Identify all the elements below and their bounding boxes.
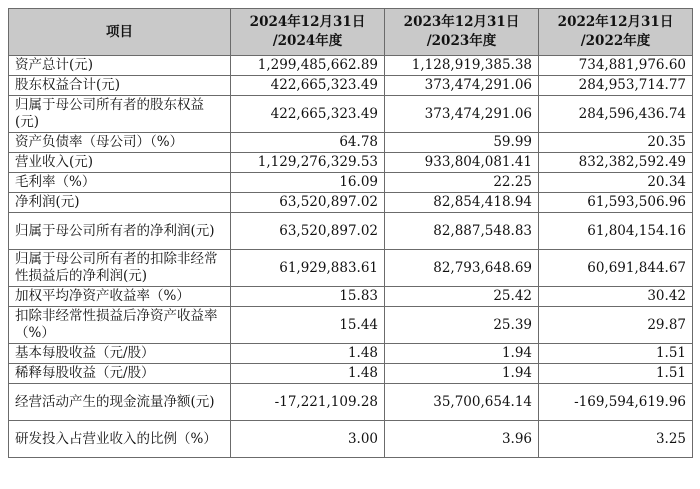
- cell-2022: -169,594,619.96: [539, 384, 693, 421]
- table-row: [9, 250, 693, 287]
- table-row: [9, 133, 693, 153]
- row-label: 归属于母公司所有者的净利润(元): [9, 213, 231, 250]
- row-label: 研发投入占营业收入的比例（%）: [9, 421, 231, 458]
- row-label: 归属于母公司所有者的扣除非经常性损益后的净利润(元): [9, 250, 231, 287]
- header-2023-period: /2023年度: [426, 33, 497, 49]
- row-label: 资产总计(元): [9, 56, 231, 76]
- row-label: 归属于母公司所有者的股东权益(元): [9, 96, 231, 133]
- cell-2024: 16.09: [231, 173, 385, 193]
- cell-2024: 64.78: [231, 133, 385, 153]
- cell-2023: 933,804,081.41: [385, 153, 539, 173]
- cell-2024: 63,520,897.02: [231, 193, 385, 213]
- cell-2023: 25.39: [385, 307, 539, 344]
- table-row: [9, 307, 693, 344]
- cell-2022: 284,596,436.74: [539, 96, 693, 133]
- row-label: 扣除非经常性损益后净资产收益率（%）: [9, 307, 231, 344]
- table-row: [9, 76, 693, 96]
- table-row: [9, 193, 693, 213]
- cell-2023: 82,887,548.83: [385, 213, 539, 250]
- table-row: [9, 173, 693, 193]
- header-year-2024: [231, 9, 385, 56]
- row-label: 加权平均净资产收益率（%）: [9, 287, 231, 307]
- cell-2024: 15.44: [231, 307, 385, 344]
- header-2023-date: 2023年12月31日: [403, 14, 520, 30]
- header-2024-period: /2024年度: [272, 33, 343, 49]
- cell-2024: 3.00: [231, 421, 385, 458]
- cell-2022: 1.51: [539, 364, 693, 384]
- cell-2024: 1.48: [231, 364, 385, 384]
- row-label: 稀释每股收益（元/股）: [9, 364, 231, 384]
- table-row: [9, 287, 693, 307]
- cell-2022: 3.25: [539, 421, 693, 458]
- row-label: 毛利率（%）: [9, 173, 231, 193]
- cell-2023: 1.94: [385, 344, 539, 364]
- cell-2022: 832,382,592.49: [539, 153, 693, 173]
- financial-data-table: [8, 8, 693, 458]
- cell-2024: 1,299,485,662.89: [231, 56, 385, 76]
- table-row: [9, 96, 693, 133]
- cell-2023: 59.99: [385, 133, 539, 153]
- header-item: 项目: [9, 9, 231, 56]
- row-label: 营业收入(元): [9, 153, 231, 173]
- cell-2023: 1,128,919,385.38: [385, 56, 539, 76]
- row-label: 净利润(元): [9, 193, 231, 213]
- header-2022-date: 2022年12月31日: [557, 14, 674, 30]
- cell-2022: 1.51: [539, 344, 693, 364]
- cell-2024: 422,665,323.49: [231, 76, 385, 96]
- table-row: [9, 421, 693, 458]
- cell-2024: 61,929,883.61: [231, 250, 385, 287]
- cell-2024: 422,665,323.49: [231, 96, 385, 133]
- table-row: [9, 344, 693, 364]
- cell-2023: 25.42: [385, 287, 539, 307]
- row-label: 经营活动产生的现金流量净额(元): [9, 384, 231, 421]
- cell-2024: 1,129,276,329.53: [231, 153, 385, 173]
- cell-2023: 35,700,654.14: [385, 384, 539, 421]
- cell-2023: 3.96: [385, 421, 539, 458]
- header-2024-date: 2024年12月31日: [249, 14, 366, 30]
- cell-2022: 61,804,154.16: [539, 213, 693, 250]
- table-row: [9, 153, 693, 173]
- header-year-2022: [539, 9, 693, 56]
- header-year-2023: [385, 9, 539, 56]
- row-label: 资产负债率（母公司）（%）: [9, 133, 231, 153]
- table-row: [9, 384, 693, 421]
- cell-2024: 1.48: [231, 344, 385, 364]
- cell-2023: 373,474,291.06: [385, 96, 539, 133]
- financial-table-container: [8, 8, 692, 458]
- cell-2022: 284,953,714.77: [539, 76, 693, 96]
- row-label: 基本每股收益（元/股）: [9, 344, 231, 364]
- table-row: [9, 213, 693, 250]
- cell-2022: 60,691,844.67: [539, 250, 693, 287]
- table-row: [9, 364, 693, 384]
- cell-2022: 734,881,976.60: [539, 56, 693, 76]
- table-header-row: [9, 9, 693, 56]
- cell-2022: 29.87: [539, 307, 693, 344]
- cell-2023: 373,474,291.06: [385, 76, 539, 96]
- cell-2022: 20.35: [539, 133, 693, 153]
- cell-2024: -17,221,109.28: [231, 384, 385, 421]
- cell-2023: 22.25: [385, 173, 539, 193]
- cell-2022: 20.34: [539, 173, 693, 193]
- cell-2022: 61,593,506.96: [539, 193, 693, 213]
- cell-2022: 30.42: [539, 287, 693, 307]
- table-row: [9, 56, 693, 76]
- cell-2024: 63,520,897.02: [231, 213, 385, 250]
- cell-2023: 82,793,648.69: [385, 250, 539, 287]
- cell-2023: 1.94: [385, 364, 539, 384]
- row-label: 股东权益合计(元): [9, 76, 231, 96]
- cell-2023: 82,854,418.94: [385, 193, 539, 213]
- cell-2024: 15.83: [231, 287, 385, 307]
- header-2022-period: /2022年度: [580, 33, 651, 49]
